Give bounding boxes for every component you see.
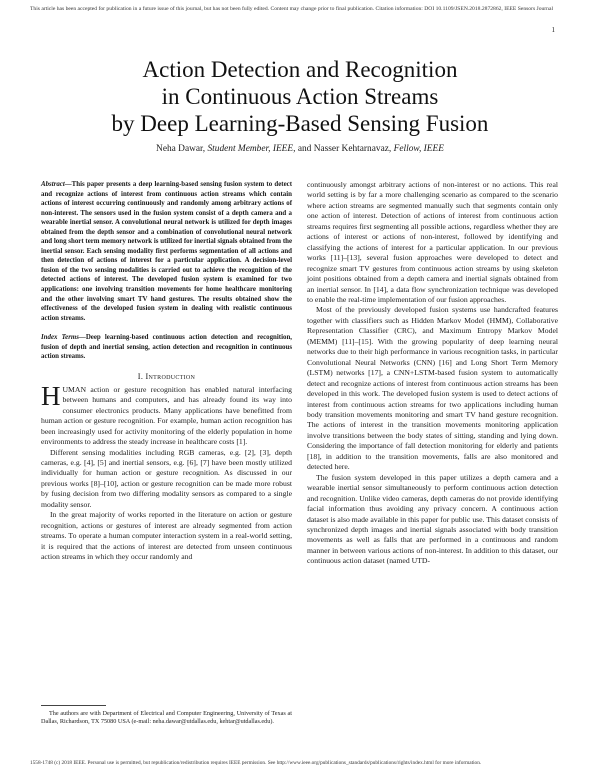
intro-paragraph-3: In the great majority of works reported in the literature on action or gesture recognition, actions or gestures of interest are already segmented from action streams. To operate a human computer interaction system in a real-world setting, it is required that the actions of interest are detected from unseen continuous action streams in which they occur randomly and xyxy=(41,510,292,562)
page-number: 1 xyxy=(551,26,555,34)
intro-paragraph-2: Different sensing modalities including RGB cameras, e.g. [2], [3], depth cameras, e.g. [4], [5] and inertial sensors, e.g. [6], [7] have been mostly utilized individually for human action or gesture recognition. As discussed in our previous works [8]–[10], action or gesture recognition can be made more robust by fusing decision from two differing modality sensors as compared to a single modality sensor. xyxy=(41,447,292,509)
abstract-text: This paper presents a deep learning-based sensing fusion system to detect and recognize actions of interest from continuous action streams which contain actions of interest occurring continuously and randomly among arbitrary actions of non-interest. The sensors used in the fusion system consist of a depth camera and a wearable inertial sensor. A convolutional neural network is utilized for depth images obtained from the depth sensor and a combination of convolutional neural network and long short term memory network is utilized for inertial signals obtained from the inertial sensor. Each sensing modality first performs segmentation of all actions and then detection of actions of interest for a particular application. A decision-level fusion of the two sensing modalities is carried out to achieve the recognition of the detected actions of interest. The developed fusion system is examined for two applications: one involving transition movements for home healthcare monitoring and the other involving smart TV hand gestures. The results obtained show the effectiveness of the developed fusion system in dealing with realistic continuous action streams. xyxy=(41,181,292,322)
paper-title xyxy=(0,56,600,137)
index-terms xyxy=(41,333,292,362)
footnote-divider xyxy=(41,705,106,706)
author-list xyxy=(0,144,600,154)
title-line-1: Action Detection and Recognition xyxy=(142,57,458,82)
dropcap-letter: H xyxy=(41,380,61,411)
author-1: Neha Dawar, xyxy=(156,144,206,154)
right-column-body xyxy=(307,180,558,567)
copyright-notice: 1558-1748 (c) 2018 IEEE. Personal use is permitted, but republication/redistribution requires IEEE permission. See http://www.ieee.org/publications_standards/publications/rights/index.html for more information. xyxy=(30,760,482,766)
author-2-role: Fellow, IEEE xyxy=(393,144,444,154)
title-line-2: in Continuous Action Streams xyxy=(161,84,439,109)
intro-paragraph-1 xyxy=(41,380,292,448)
author-affiliation-footnote: The authors are with Department of Electrical and Computer Engineering, University of Texas at Dallas, Richardson, TX 75080 USA (e-mail: neha.dawar@utdallas.edu, kehtar@utdallas.edu). xyxy=(41,710,292,726)
section-heading-introduction: I. Introduction xyxy=(137,371,196,381)
right-paragraph-3: The fusion system developed in this paper utilizes a depth camera and a wearable inertial sensor simultaneously to perform continuous action detection and recognition. Unlike video cameras, depth cameras do not provide identifying facial information thus avoiding any privacy concern. A continuous action dataset is also made available in this paper for public use. This dataset consists of synchronized depth images and inertial signals associated with body transition movements as well as falls that are performed in a continuous and random manner in between various actions of non-interest. In addition to this dataset, our continuous action dataset (named UTD- xyxy=(307,472,558,566)
index-terms-label: Index Terms— xyxy=(41,334,86,342)
abstract xyxy=(41,180,292,323)
intro-paragraph-1-text: UMAN action or gesture recognition has enabled natural interfacing between humans and computers, and has already found its way into consumer electronics products. Many applications have benefitted from human action or gesture recognition. For example, human action recognition has been increasingly used for activity monitoring of the elderly population in home environments to address the steady increase in healthcare costs [1]. xyxy=(41,384,292,447)
author-1-role: Student Member, IEEE, xyxy=(207,144,296,154)
journal-notice: This article has been accepted for publication in a future issue of this journal, but has not been fully edited. Content may change prior to final publication. Citation information: DOI 10.1109/JSEN.2018.2872862, IEEE Sensors Journal xyxy=(30,6,554,12)
author-2: and Nasser Kehtarnavaz, xyxy=(297,144,392,154)
introduction-body xyxy=(41,380,292,563)
index-terms-text: Deep learning-based continuous action detection and recognition, fusion of depth and inertial sensing, action detection and recognition in continuous action streams. xyxy=(41,334,292,361)
left-column xyxy=(41,180,292,563)
right-paragraph-2: Most of the previously developed fusion systems use handcrafted features together with classifiers such as Hidden Markov Model (HMM), Collaborative Representation Classifier (CRC), and Maximum Entropy Markov Model (MEMM) [11]–[15]. With the growing popularity of deep learning neural networks due to their high performance in various recognition tasks, in particular Convolutional Neural Networks (CNN) [16] and Long Short Term Memory (LSTM) networks [17], a CNN+LSTM-based fusion system to automatically detect and recognize actions of interest from continuous action streams has been developed in this work. The developed fusion system is used to detect actions of interest from continuous action streams for two applications including human body transition movements monitoring and smart TV hand gesture recognition. The actions of interest in the transition movements monitoring application involve transitions between the body states of sitting, standing and lying down. Considering the importance of fall detection monitoring for elderly and patients [18], in addition to the transition movements, falls are also monitored and detected here. xyxy=(307,305,558,472)
title-line-3: by Deep Learning-Based Sensing Fusion xyxy=(111,111,489,136)
right-paragraph-1: continuously amongst arbitrary actions of non-interest or no actions. This real world setting is by far a more challenging scenario as compared to the scenario where action streams are segmented manually such that segments contain only one action of interest. Detection of actions of interest from continuous action streams requires first segmenting all possible actions, regardless whether they are actions of interest or actions of non-interest, followed by identifying and classifying the actions of interest for a particular application. In our previous works [11]–[13], several fusion approaches were developed to detect and recognize smart TV gestures from continuous action streams by using skeleton joint positions obtained from a depth camera and inertial signals obtained from an inertial sensor. In [14], a data flow synchronization technique was developed to enable the real-time implementation of our fusion approaches. xyxy=(307,180,558,304)
abstract-label: Abstract— xyxy=(41,181,72,188)
right-column xyxy=(307,180,558,567)
